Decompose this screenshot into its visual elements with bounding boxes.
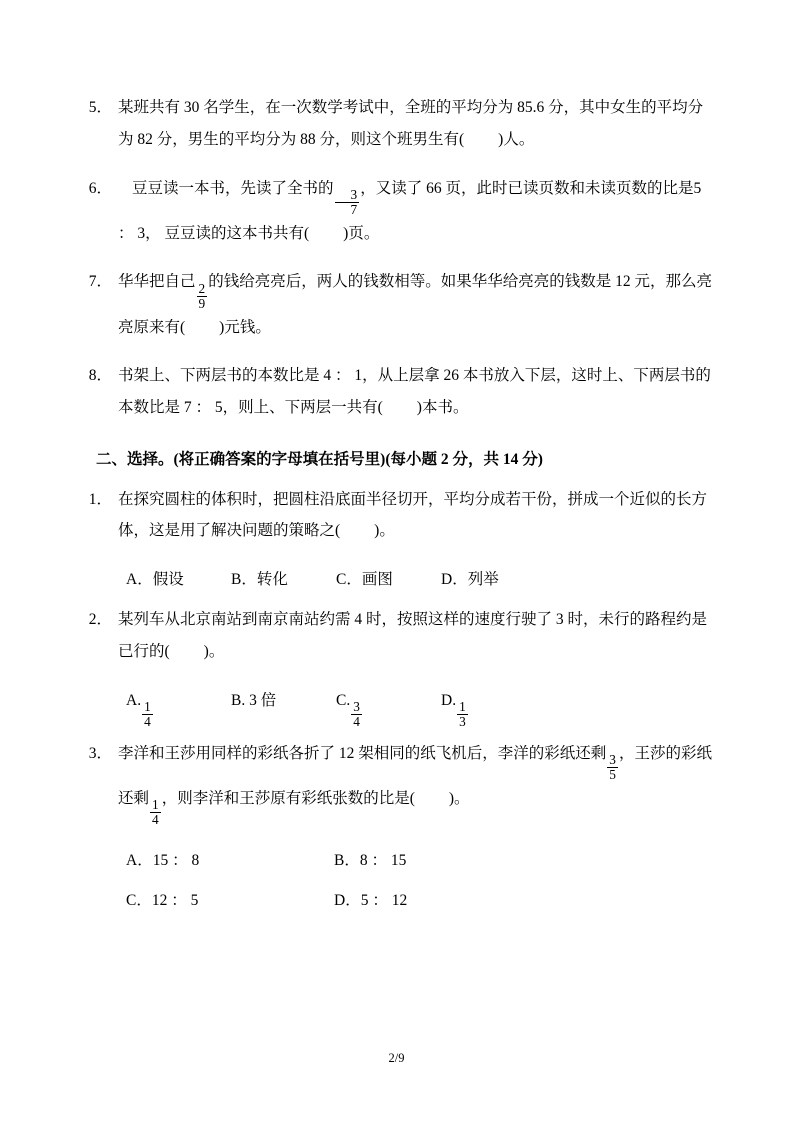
option-b-value: 3 倍 [249,691,277,709]
fraction-denominator: 3 [459,713,466,729]
question-7 [78,266,715,343]
fraction-denominator: 4 [152,812,159,828]
option-a[interactable]: A．假设 [126,571,184,589]
question-7-text-2: 的钱给亮亮后，两人的钱数相等。如果华华给亮亮的钱数是 12 元，那么亮亮原来有( [118,273,712,336]
question-number: 8． [88,367,112,385]
question-5 [78,92,715,156]
choice-question-3 [78,738,715,828]
option-a[interactable]: A．15 ： 8 [126,852,200,870]
fraction-numerator: 3 [353,698,360,714]
fraction-denominator: 4 [353,713,360,729]
choice-1-text-2: )。 [374,522,395,540]
section-two-title: 二、选择。(将正确答案的字母填在括号里)(每小题 2 分，共 14 分) [96,450,543,468]
fraction-3-5 [607,753,618,782]
question-5-text-1: 某班共有 30 名学生，在一次数学考试中，全班的平均分为 85.6 分，其中女生的平均分为 82 分，男生的平均分为 88 分，则这个班男生有( [118,99,704,148]
fraction-1-4 [150,798,161,827]
fraction-1-4 [142,700,153,729]
question-number: 5． [88,99,112,116]
question-text [118,173,715,250]
fraction-numerator: 1 [152,797,159,812]
choice-3-text-3: ，则李洋和王莎原有彩纸张数的比是( [161,789,415,807]
question-5-text-2: )人。 [498,130,535,148]
fraction-numerator: 2 [198,280,206,296]
question-8-text-2: )本书。 [416,399,469,417]
question-number: 2． [88,611,112,628]
option-d-prefix: D. [441,691,457,709]
fraction-2-9 [197,282,208,311]
option-c[interactable] [336,685,441,730]
question-number: 3． [88,744,112,762]
fraction-denominator: 4 [144,713,151,729]
choice-3-text-4: )。 [448,789,470,807]
question-8-text-1: 书架上、下两层书的本数比是 4 ： 1，从上层拿 26 本书放入下层，这时上、下两层书的本数比是 7 ： 5，则上、下两层一共有( [118,367,711,417]
option-a-prefix: A. [126,691,142,709]
question-text [118,360,715,424]
choice-3-text-2: ，王莎的彩纸还剩 [118,744,712,807]
fraction-numerator: 1 [459,698,466,714]
fraction-3-7 [335,188,360,217]
fraction-numerator: 1 [144,698,151,714]
choice-3-text-1: 李洋和王莎用同样的彩纸各折了 12 架相同的纸飞机后，李洋的彩纸还剩 [118,744,607,762]
option-b[interactable]: B．转化 [231,571,288,589]
question-number: 1． [88,490,112,508]
choice-3-options-row2 [126,885,715,921]
option-b-prefix: B. [231,691,246,709]
option-c[interactable]: C．12 ： 5 [126,891,199,909]
choice-2-options [126,685,715,730]
question-number: 7． [88,273,112,291]
choice-1-text-1: 在探究圆柱的体积时，把圆柱沿底面半径切开，平均分成若干份，拼成一个近似的长方体，这是用了解决问题的策略之( [118,490,708,540]
question-text [118,92,715,156]
option-a[interactable] [126,685,231,730]
question-8 [78,360,715,424]
option-b[interactable]: B．8 ： 15 [334,852,407,870]
choice-3-options-row1 [126,845,715,881]
question-6-text-1: 豆豆读一本书，先读了全书的 [132,179,334,197]
option-c[interactable]: C．画图 [336,571,393,589]
choice-question-2 [78,604,715,668]
option-c-prefix: C. [336,691,351,709]
option-b[interactable] [231,685,336,730]
question-text [118,738,715,828]
question-text [118,604,715,668]
page-footer: 2/9 [388,1051,405,1065]
choice-2-text-2: )。 [203,642,225,660]
fraction-numerator: 3 [335,188,360,203]
option-d[interactable] [441,685,546,730]
question-text [118,266,715,343]
fraction-numerator: 3 [609,751,616,767]
question-6-text-2: ，又读了 66 页，此时已读页数和未读页数的比是5 ： 3， 豆豆读的这本书共有( [118,179,702,242]
fraction-3-4 [351,700,362,729]
question-text [118,484,715,548]
fraction-denominator: 7 [350,201,358,217]
fraction-1-3 [457,700,468,729]
question-number: 6． [88,179,112,197]
fraction-denominator: 9 [198,295,206,311]
choice-question-1 [78,484,715,548]
question-7-text-1: 华华把自己 [118,273,196,291]
choice-1-options [126,564,715,596]
fraction-denominator: 5 [609,766,616,782]
choice-2-text-1: 某列车从北京南站到南京南站约需 4 时，按照这样的速度行驶了 3 时，未行的路程约是已行的( [118,611,708,660]
question-7-text-3: )元钱。 [219,318,271,336]
question-6 [78,173,715,250]
question-6-text-3: )页。 [343,224,380,242]
option-d[interactable]: D．5 ： 12 [334,891,408,909]
option-d[interactable]: D．列举 [441,571,499,589]
